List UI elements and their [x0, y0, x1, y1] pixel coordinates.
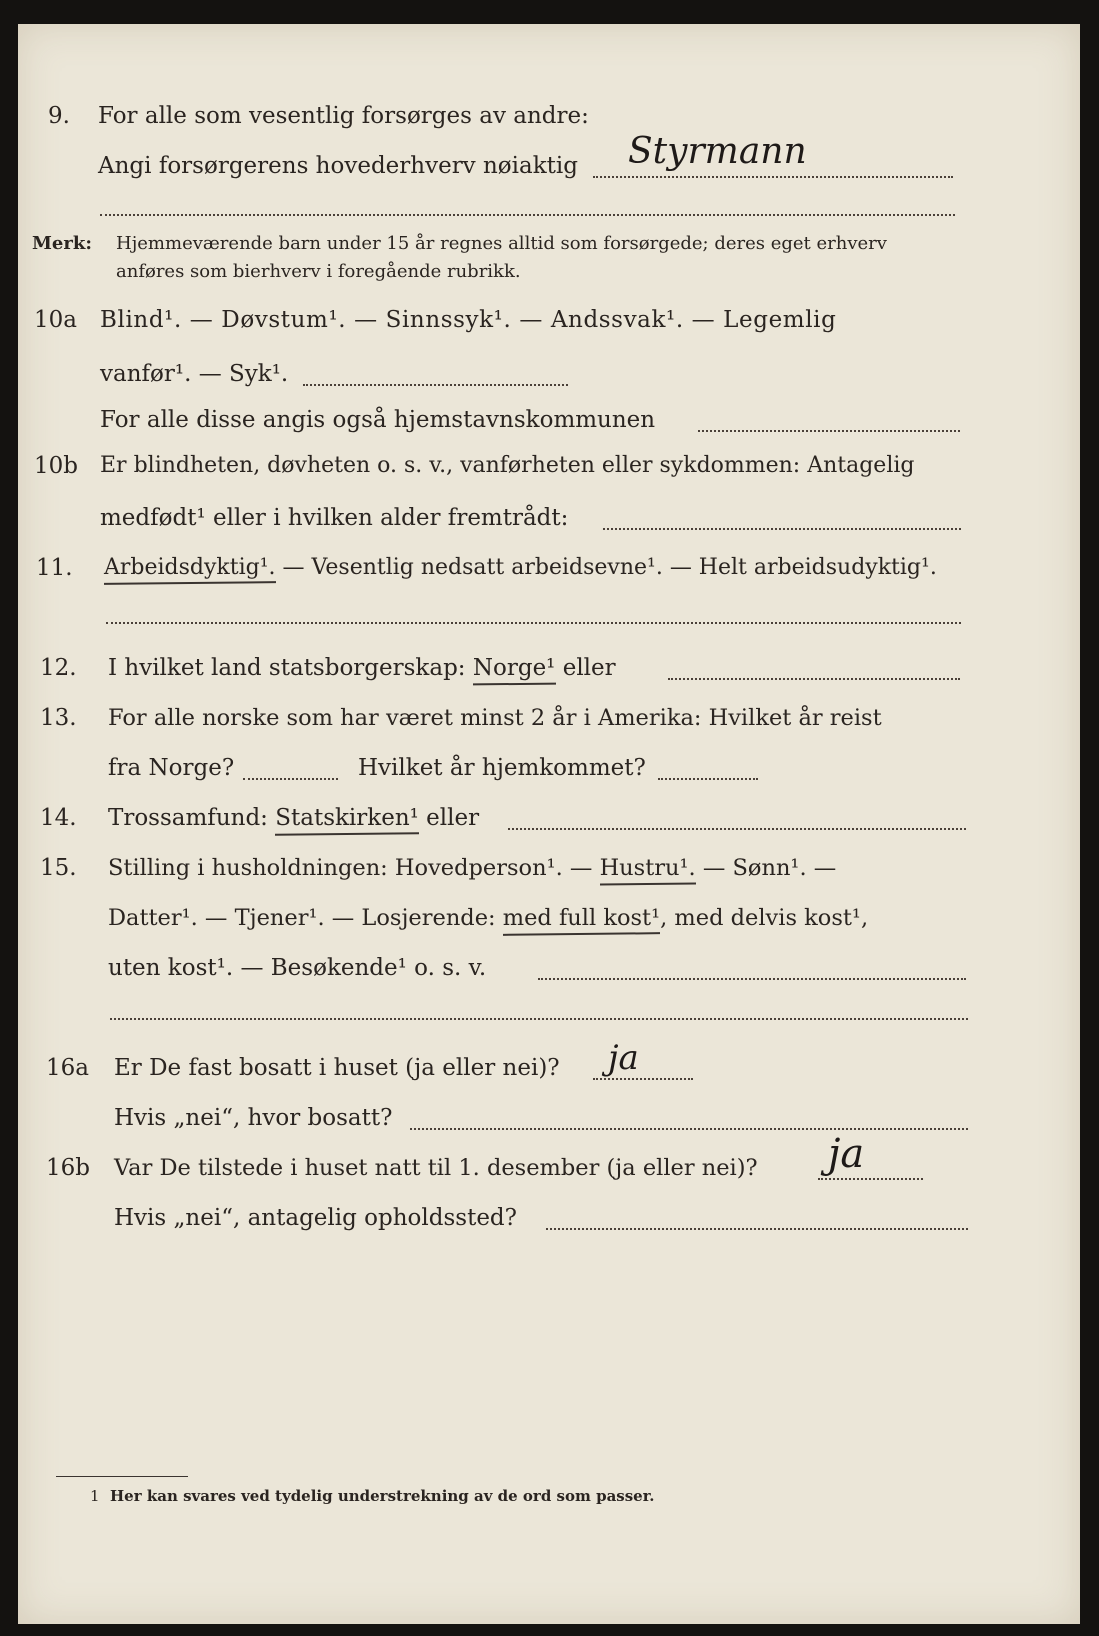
- q9-number: 9.: [48, 103, 70, 129]
- q10a-municipality-line: [698, 430, 960, 432]
- q12-or: eller: [555, 655, 616, 681]
- q10a-conditions-cont: vanfør¹. — Syk¹.: [100, 361, 289, 387]
- q16a-residence-line: [410, 1128, 968, 1130]
- q16b-whereabouts-line: [546, 1228, 968, 1230]
- q15-number: 15.: [40, 855, 77, 881]
- q11-extra-line: [106, 622, 961, 624]
- q13-return-line: [658, 778, 758, 780]
- footnote-mark: 1: [90, 1487, 100, 1505]
- q11-underlined-able-to-work: Arbeidsdyktig¹.: [104, 555, 276, 580]
- footnote-text: Her kan svares ved tydelig understrekning av de ord som passer.: [110, 1487, 655, 1505]
- q15-underlined-wife: Hustru¹.: [599, 855, 696, 881]
- q15-options: [108, 904, 868, 932]
- q15-partial-board: , med delvis kost¹,: [660, 905, 869, 931]
- q13-departure-label: fra Norge?: [108, 755, 235, 781]
- q13-question: For alle norske som har været minst 2 år i Amerika: Hvilket år reist: [108, 705, 882, 731]
- q14-question: [108, 804, 479, 832]
- q14-label: Trossamfund:: [108, 805, 276, 831]
- q9-handwritten-answer: Styrmann: [628, 131, 807, 172]
- q10a-home-municipality-label: For alle disse angis også hjemstavnskommunen: [100, 407, 656, 433]
- q13-departure-line: [243, 778, 338, 780]
- q16b-number: 16b: [46, 1155, 90, 1181]
- q10b-number: 10b: [34, 453, 78, 479]
- q12-label: I hvilket land statsborgerskap:: [108, 655, 473, 681]
- q13-number: 13.: [40, 705, 77, 731]
- q15-answer-line: [538, 978, 966, 980]
- q16b-answer-line: [818, 1178, 923, 1180]
- q10a-conditions: Blind¹. — Døvstum¹. — Sinnssyk¹. — Andssvak¹. — Legemlig: [100, 307, 837, 333]
- q16a-number: 16a: [46, 1055, 89, 1081]
- q12-question: [108, 654, 616, 682]
- q15-daughter-servant: Datter¹. — Tjener¹. — Losjerende:: [108, 905, 503, 931]
- q16a-answer-line: [593, 1078, 693, 1080]
- q16a-question: Er De fast bosatt i huset (ja eller nei)?: [114, 1055, 560, 1081]
- q11-other-options: — Vesentlig nedsatt arbeidsevne¹. — Helt arbeidsudyktig¹.: [275, 555, 937, 580]
- q14-underlined-state-church: Statskirken¹: [275, 805, 419, 831]
- q9-provider-occupation-label: Angi forsørgerens hovederhverv nøiaktig: [98, 153, 578, 179]
- q10b-onset-label: medfødt¹ eller i hvilken alder fremtrådt:: [100, 505, 569, 531]
- q15-extra-line: [110, 1018, 968, 1020]
- q13-return-label: Hvilket år hjemkommet?: [358, 755, 646, 781]
- q16b-handwritten-answer: ja: [828, 1131, 865, 1177]
- q12-answer-line: [668, 678, 960, 680]
- q11-number: 11.: [36, 555, 73, 581]
- q15-underlined-full-board: med full kost¹: [502, 905, 661, 931]
- q9-answer-line: [593, 176, 953, 178]
- merk-text-1: Hjemmeværende barn under 15 år regnes alltid som forsørgede; deres eget erhverv: [116, 233, 887, 254]
- footnote-rule: [56, 1476, 188, 1477]
- merk-label: Merk:: [32, 233, 92, 254]
- merk-text-2: anføres som bierhverv i foregående rubrikk.: [116, 261, 521, 282]
- q16b-whereabouts-label: Hvis „nei“, antagelig opholdssted?: [114, 1205, 517, 1231]
- q10a-answer-line: [303, 384, 568, 386]
- q16a-residence-label: Hvis „nei“, hvor bosatt?: [114, 1105, 393, 1131]
- q15-question: [108, 854, 836, 882]
- q15-head: Stilling i husholdningen: Hovedperson¹. —: [108, 855, 600, 881]
- q9-extra-line: [100, 214, 955, 216]
- q15-options-cont: uten kost¹. — Besøkende¹ o. s. v.: [108, 955, 487, 981]
- q12-number: 12.: [40, 655, 77, 681]
- q16b-question: Var De tilstede i huset natt til 1. desember (ja eller nei)?: [114, 1155, 758, 1181]
- census-form-page: [18, 24, 1080, 1624]
- q14-answer-line: [508, 828, 966, 830]
- q11-options: [104, 554, 937, 582]
- q16a-handwritten-answer: ja: [608, 1038, 639, 1078]
- q12-underlined-norway: Norge¹: [472, 655, 556, 681]
- q15-son: — Sønn¹. —: [695, 855, 837, 881]
- q10b-answer-line: [603, 528, 961, 530]
- q10b-question: Er blindheten, døvheten o. s. v., vanførheten eller sykdommen: Antagelig: [100, 453, 915, 478]
- q14-number: 14.: [40, 805, 77, 831]
- q14-or: eller: [418, 805, 480, 831]
- q9-question: For alle som vesentlig forsørges av andre:: [98, 103, 589, 129]
- q10a-number: 10a: [34, 307, 77, 333]
